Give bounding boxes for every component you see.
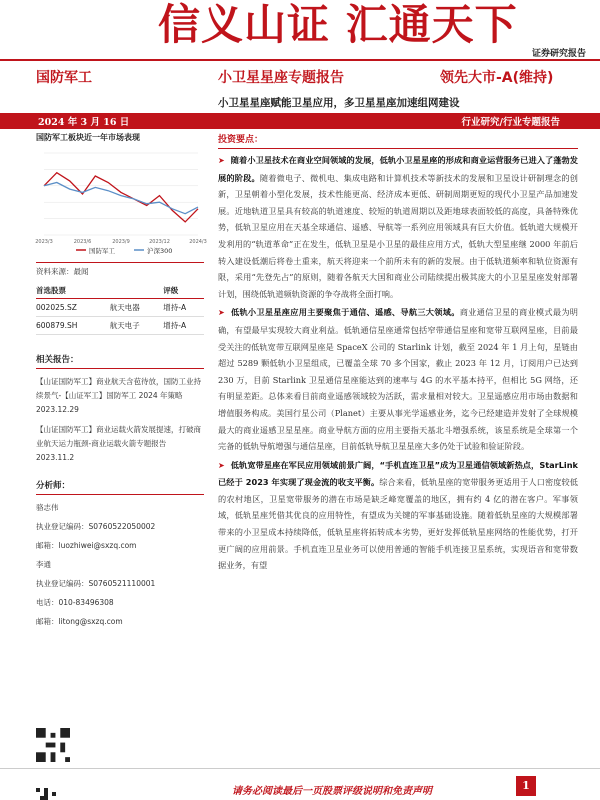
paragraph-lead: 低轨宽带星座在军民应用领域前景广阔，“手机直连卫星”成为卫星通信领域新热点，StarLink 已经于 2023 年实现了现金流的收支平衡。 xyxy=(218,459,578,488)
header-divider xyxy=(0,59,600,61)
chart-title: 国防军工板块近一年市场表现 xyxy=(36,133,140,142)
stock-code: 600879.SH xyxy=(36,317,110,335)
x-tick-label: 2023/12 xyxy=(149,239,170,245)
page-number: 1 xyxy=(516,776,536,796)
paragraph-3 xyxy=(218,457,578,574)
related-reports-title: 相关报告： xyxy=(36,355,79,365)
legend-label-defense: 国防军工 xyxy=(89,247,115,255)
x-tick-label: 2023/6 xyxy=(73,239,92,245)
paragraph-lead: 随着小卫星技术在商业空间领域的发展，低轨小卫星星座的形成和商业运营服务已进入了蓬勃发展的阶段。 xyxy=(218,155,578,183)
analyst-phone: 电话：010-83496308 xyxy=(36,598,114,607)
report-subtitle: 小卫星星座赋能卫星应用，多卫星星座加速组网建设 xyxy=(218,97,460,109)
analyst-email[interactable]: 邮箱：luozhiwei@sxzq.com xyxy=(36,541,137,550)
table-row xyxy=(36,317,204,335)
analyst-email[interactable]: 邮箱：litong@sxzq.com xyxy=(36,617,123,626)
x-tick-label: 2023/3 xyxy=(35,239,53,245)
main-content xyxy=(218,132,578,574)
related-report-link[interactable]: 【山证国防军工】商业运载火箭发展提速，打破商业航天运力瓶颈-商业运载火箭专题报告 2023.11.2 xyxy=(36,425,201,462)
qr-code-icon xyxy=(36,728,70,762)
paragraph-text: 随着微电子、微机电、集成电路和计算机技术等新技术的发展和卫星设计研制理念的创新，卫星朝着小型化发展，技术性能更高、经济成本更低、研制周期更短的现代小卫星产品加速发展。近地轨道卫星具有较高的轨道速度、较短的轨道周期以及距地球表面较低的高度，具备特殊优势，低轨卫星应用在天基全球通信、遥感、导航等一系列应用领域具有巨大价值。低轨道大规模开发利用的“轨道革命”正在发生，低轨卫星是小卫星的最佳应用方式，低轨大型星座继 2000 年前后转入建设低潮后将卷土重来，航天将迎来一个前所未有的新的发展。由于低轨道频率和轨位资源有限，采用“先登先占”的原则，随着各航天大国和商业公司陆续提出极其庞大的小卫星星座发射部署计划，围绕低轨道频轨资源的争夺战将全面打响。 xyxy=(218,172,578,299)
analyst-license: 执业登记编码：S0760522050002 xyxy=(36,522,156,531)
logo-text: 信义山证 汇通天下 xyxy=(158,0,518,49)
related-report-link[interactable]: 【山证国防军工】商业航天含苞待放，国防工业持续景气-【山证军工】国防军工 2024 年策略 2023.12.29 xyxy=(36,377,201,414)
series-line-0 xyxy=(44,173,198,222)
header-logo xyxy=(0,0,600,49)
arrow-bullet-icon: ➤ xyxy=(218,156,225,165)
stock-header-name xyxy=(110,283,163,299)
report-category: 行业研究/行业专题报告 xyxy=(461,117,560,128)
analyst-divider xyxy=(36,494,204,495)
paragraph-text: 综合来看，低轨星座的宽带服务更适用于人口密度较低的农村地区，卫星宽带服务的潜在市场是缺乏峰宽覆盖的地区，拥有约 4 亿的潜在客户。军事领域，低轨星座凭借其优良的应用特性，有望成为关键的军事基础设施。随着低轨星座的大规模部署带来的小卫星成本持续降低，低轨星座将拓转成本劣势，更好发挥低轨星座网络的性能优势，打开更广阔的应用前景。手机直连卫星业务可以使用普通的智能手机连接卫星系统，实现语音和宽带数据业务，有望 xyxy=(218,477,578,571)
related-divider xyxy=(36,368,204,369)
legend-label-hs300: 沪深300 xyxy=(147,247,173,255)
report-title: 小卫星星座专题报告 xyxy=(218,70,344,86)
left-sidebar xyxy=(35,132,207,631)
analyst-name: 骆志伟 xyxy=(36,503,59,512)
analyst-license: 执业登记编码：S0760521110001 xyxy=(36,579,156,588)
performance-chart xyxy=(35,147,207,259)
stock-name: 航天电器 xyxy=(110,299,163,317)
industry-rating: 领先大市-A(维持) xyxy=(440,70,554,86)
stock-code: 002025.SZ xyxy=(36,299,110,317)
stock-name: 航天电子 xyxy=(110,317,163,335)
x-tick-label: 2023/9 xyxy=(112,239,130,245)
arrow-bullet-icon: ➤ xyxy=(218,308,225,318)
invest-divider xyxy=(218,148,578,149)
paragraph-1 xyxy=(218,152,578,302)
x-tick-label: 2024/3 xyxy=(189,239,207,245)
arrow-bullet-icon: ➤ xyxy=(218,460,225,470)
report-date: 2024 年 3 月 16 日 xyxy=(38,117,130,128)
stock-header-pick: 首选股票 xyxy=(36,283,110,299)
table-row xyxy=(36,299,204,317)
paragraph-text: 商业通信卫星的商业模式最为明确，有望最早实现较大商业利益。低轨通信星座通常包括窄带通信星座和宽带互联网星座，目前最受关注的低轨宽带互联网星座是 SpaceX 公司的 Starlink 计划，截至 2024 年 1 月上旬，星链由超过 5289 颗低轨小卫星组成，已覆盖全球 70 多个国家，截止 2023 年 12 月，订阅用户已达到 230 万，目前 Starlink 卫星通信星座能达到的速率与 4G 的水平基本持平，但相比 5G 网络，还有明显差距。总体来看目前商业遥感领域较为活跃，需求量相对较大。卫星遥感应用市场由数据和增值服务构成。美国行星公司（Planet）主要从事光学遥感业务，迄今已经建造并发射了全球规模最大的商业遥感卫星星座。商业导航方面的应用主要指天基北斗增强系统，该星系统是全球第一个完备的低轨导航增强与通信星座，目前低轨导航卫星星座大多仍处于试验和验证阶段。 xyxy=(218,307,578,452)
sector-label: 国防军工 xyxy=(36,70,92,86)
paragraph-2 xyxy=(218,304,578,454)
stock-rating: 增持-A xyxy=(163,317,204,335)
stock-rating: 增持-A xyxy=(163,299,204,317)
series-line-1 xyxy=(44,183,198,214)
footer-divider xyxy=(0,768,600,769)
stock-table xyxy=(36,283,204,335)
qr-code-icon xyxy=(36,788,56,800)
stock-header-rating: 评级 xyxy=(163,283,204,299)
invest-points-title: 投资要点： xyxy=(218,135,264,145)
disclaimer[interactable]: 请务必阅读最后一页股票评级说明和免责声明 xyxy=(232,786,432,797)
report-type: 证券研究报告 xyxy=(531,49,586,59)
analyst-name: 李通 xyxy=(36,560,51,569)
chart-divider xyxy=(36,262,204,263)
analyst-title: 分析师： xyxy=(36,481,71,491)
paragraph-lead: 低轨小卫星星座应用主要聚焦于通信、遥感、导航三大领域。 xyxy=(230,307,460,318)
data-source: 资料来源：最闻 xyxy=(36,267,89,276)
